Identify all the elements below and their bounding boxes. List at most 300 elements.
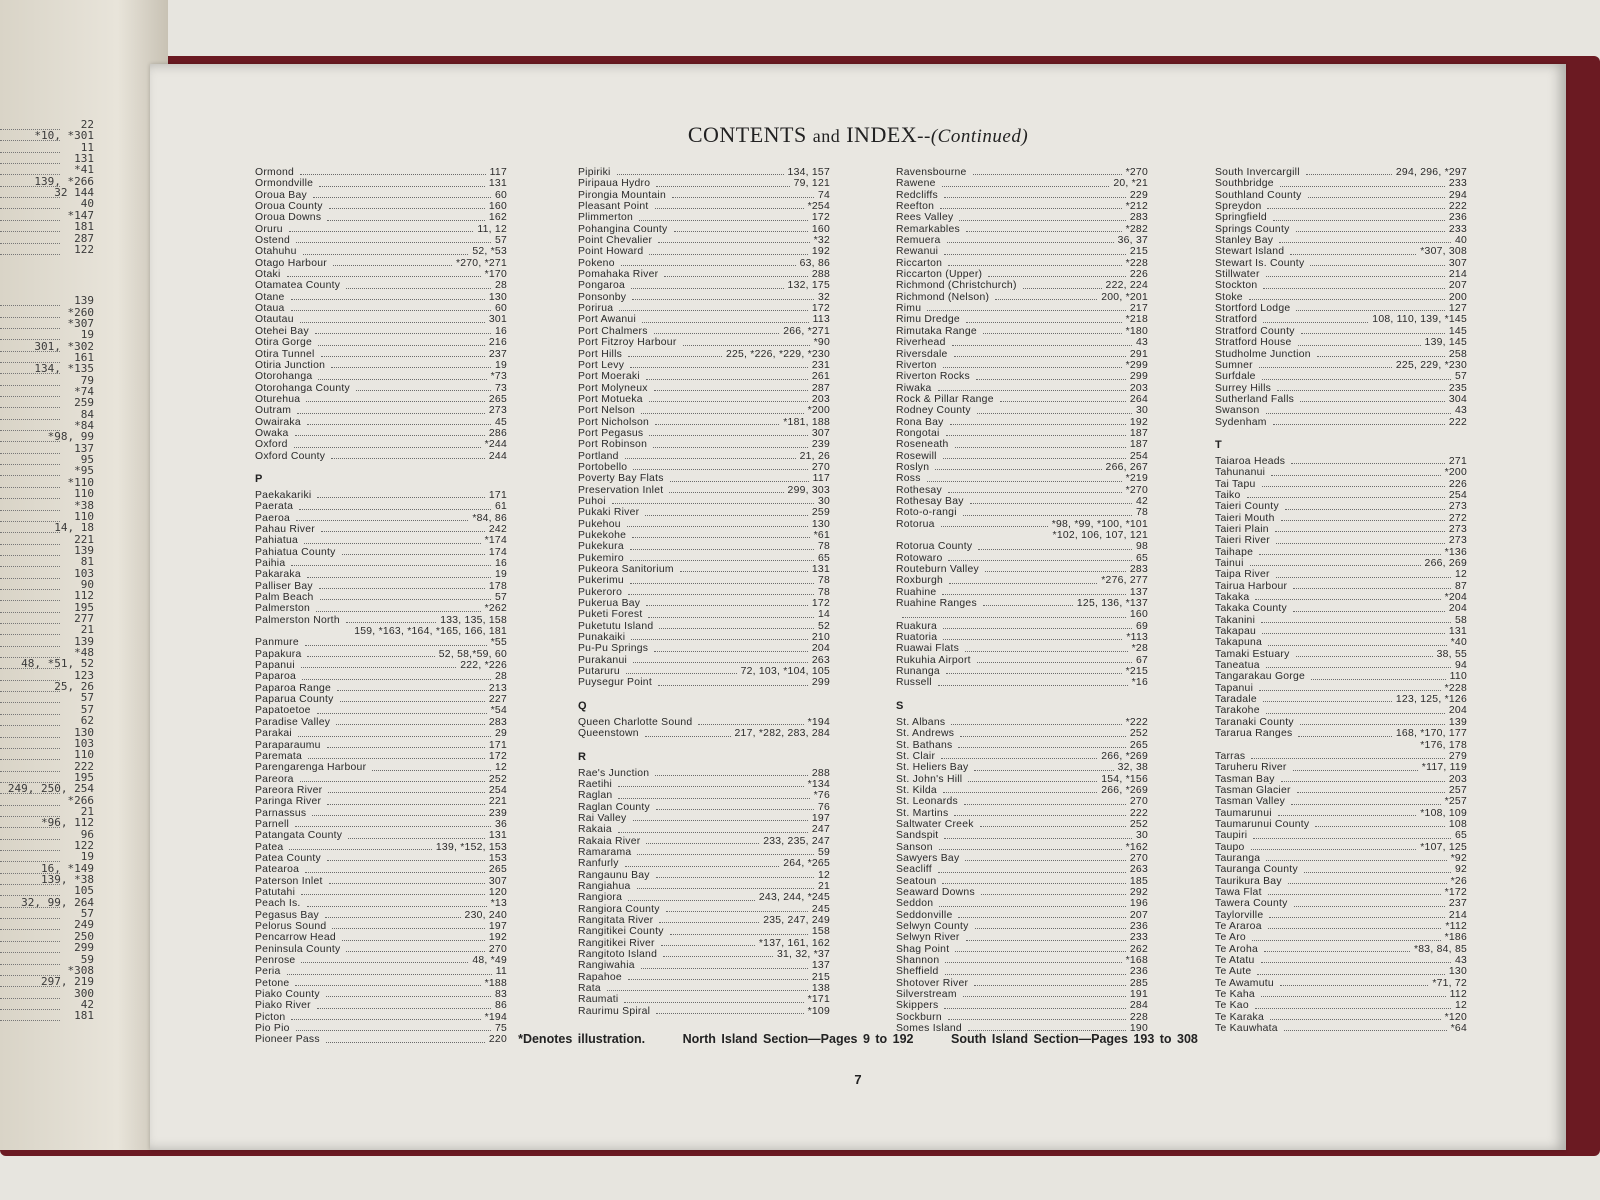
facing-page-number: *95 bbox=[74, 464, 94, 478]
index-entry bbox=[1215, 898, 1467, 909]
index-entry bbox=[896, 383, 1148, 394]
place-name: Pegasus Bay bbox=[255, 909, 319, 921]
leader-dots bbox=[952, 345, 1132, 346]
place-name: St. Bathans bbox=[896, 739, 953, 751]
leader-dots bbox=[664, 276, 808, 277]
index-entry bbox=[255, 451, 507, 462]
leader-dots bbox=[302, 679, 491, 680]
index-entry bbox=[896, 507, 1148, 518]
page-refs: 285 bbox=[1129, 977, 1148, 989]
page-refs: 262 bbox=[1129, 943, 1148, 955]
place-name: Rawene bbox=[896, 178, 936, 190]
place-name: Porirua bbox=[578, 303, 614, 315]
page-refs: 270 bbox=[1129, 796, 1148, 808]
place-name: Pukaki River bbox=[578, 507, 640, 519]
index-entry bbox=[1215, 808, 1467, 819]
index-entry bbox=[578, 564, 830, 575]
page-refs: 133, 135, 158 bbox=[440, 614, 507, 626]
place-name: Port Chalmers bbox=[578, 325, 648, 337]
leader-dots bbox=[959, 220, 1125, 221]
place-name: Otago Harbour bbox=[255, 257, 327, 269]
page-refs: 52 bbox=[817, 620, 830, 632]
index-entry bbox=[1215, 774, 1467, 785]
place-name: Taupiri bbox=[1215, 830, 1248, 842]
facing-leader-dots bbox=[0, 196, 60, 198]
place-name: Paekakariki bbox=[255, 489, 312, 501]
leader-dots bbox=[980, 826, 1126, 827]
index-entry bbox=[578, 337, 830, 348]
leader-dots bbox=[655, 424, 779, 425]
page-refs: 139, 145 bbox=[1424, 337, 1467, 349]
page-refs: 266, *269 bbox=[1101, 784, 1148, 796]
page-refs: 52, *53 bbox=[472, 246, 507, 258]
place-name: Pongaroa bbox=[578, 280, 626, 292]
place-name: Shotover River bbox=[896, 977, 969, 989]
page-refs: *219 bbox=[1125, 473, 1148, 485]
page-refs: 131 bbox=[1448, 626, 1467, 638]
page-refs: 158 bbox=[811, 926, 830, 938]
section-letter: P bbox=[255, 472, 263, 485]
place-name: Riversdale bbox=[896, 348, 948, 360]
leader-dots bbox=[966, 322, 1122, 323]
index-entry bbox=[1215, 467, 1467, 478]
leader-dots bbox=[1266, 667, 1451, 668]
facing-page-number: 123 bbox=[74, 668, 94, 682]
place-name: Riverton bbox=[896, 359, 937, 371]
facing-page-number: 81 bbox=[80, 555, 94, 569]
facing-page-number: 42 bbox=[80, 997, 94, 1011]
place-name: Rukuhia Airport bbox=[896, 654, 971, 666]
leader-dots bbox=[943, 639, 1122, 640]
place-name: Papatoetoe bbox=[255, 705, 311, 717]
leader-dots bbox=[954, 815, 1126, 816]
index-entry bbox=[1215, 371, 1467, 382]
index-entry bbox=[578, 598, 830, 609]
facing-leader-dots bbox=[0, 951, 60, 953]
place-name: Tararua Ranges bbox=[1215, 728, 1293, 740]
index-entry bbox=[1215, 853, 1467, 864]
page-refs: 235, 247, 249 bbox=[763, 914, 830, 926]
facing-leader-dots bbox=[0, 520, 60, 522]
page-refs: *176, 178 bbox=[1420, 739, 1467, 751]
facing-leader-dots bbox=[0, 554, 60, 556]
section-letter: Q bbox=[578, 699, 587, 712]
leader-dots bbox=[1275, 531, 1445, 532]
index-entry bbox=[1215, 921, 1467, 932]
index-entry bbox=[896, 473, 1148, 484]
page-refs: 235 bbox=[1448, 382, 1467, 394]
index-entry bbox=[896, 587, 1148, 598]
place-name: Taieri Mouth bbox=[1215, 512, 1275, 524]
leader-dots bbox=[1263, 288, 1444, 289]
leader-dots bbox=[618, 798, 809, 799]
place-name: Otahuhu bbox=[255, 246, 297, 258]
leader-dots bbox=[649, 254, 808, 255]
page-refs: *270 bbox=[1125, 167, 1148, 178]
index-entry bbox=[578, 439, 830, 450]
leader-dots bbox=[304, 543, 481, 544]
leader-dots bbox=[633, 662, 808, 663]
index-entry bbox=[578, 949, 830, 960]
place-name: Taihape bbox=[1215, 546, 1254, 558]
index-entry bbox=[255, 501, 507, 512]
index-entry bbox=[255, 513, 507, 524]
index-entry bbox=[255, 428, 507, 439]
page-refs: *107, 125 bbox=[1420, 841, 1467, 853]
index-entry bbox=[578, 178, 830, 189]
leader-dots bbox=[1276, 543, 1445, 544]
facing-page-number: 137 bbox=[74, 441, 94, 455]
page-refs: 237 bbox=[1448, 898, 1467, 910]
place-name: Sawyers Bay bbox=[896, 852, 960, 864]
index-entry bbox=[896, 944, 1148, 955]
index-entry bbox=[578, 553, 830, 564]
leader-dots bbox=[287, 276, 481, 277]
index-entry bbox=[255, 671, 507, 682]
page-refs: 12 bbox=[494, 762, 507, 774]
page-refs: 117 bbox=[812, 473, 830, 485]
section-letter: T bbox=[1215, 438, 1222, 451]
leader-dots bbox=[944, 1008, 1125, 1009]
page-refs: *71, 72 bbox=[1432, 977, 1467, 989]
page-refs: 307 bbox=[1448, 257, 1467, 269]
facing-leader-dots bbox=[0, 713, 60, 715]
index-column-4 bbox=[1215, 167, 1467, 1034]
page-refs: *244 bbox=[484, 439, 507, 451]
page-refs: *282 bbox=[1125, 223, 1148, 235]
place-name: Taumarunui County bbox=[1215, 818, 1310, 830]
leader-dots bbox=[307, 424, 491, 425]
index-entry bbox=[1215, 966, 1467, 977]
leader-dots bbox=[625, 458, 796, 459]
index-entry bbox=[1215, 683, 1467, 694]
index-entry bbox=[578, 246, 830, 257]
page-refs: *109 bbox=[807, 1005, 830, 1017]
leader-dots bbox=[995, 299, 1097, 300]
leader-dots bbox=[1263, 701, 1392, 702]
index-entry bbox=[1215, 360, 1467, 371]
page-refs: 131 bbox=[811, 564, 830, 576]
place-name: Patea bbox=[255, 841, 284, 853]
leader-dots bbox=[1250, 565, 1421, 566]
page-refs: *26 bbox=[1450, 875, 1467, 887]
place-name: Paradise Valley bbox=[255, 716, 331, 728]
page-refs: 137 bbox=[1129, 586, 1148, 598]
place-name: Queenstown bbox=[578, 728, 639, 740]
place-name: Pomahaka River bbox=[578, 269, 659, 281]
index-entry bbox=[1215, 383, 1467, 394]
leader-dots bbox=[938, 872, 1126, 873]
index-entry bbox=[1215, 1000, 1467, 1011]
place-name: St. Heliers Bay bbox=[896, 762, 969, 774]
leader-dots bbox=[683, 345, 810, 346]
page-refs: 263 bbox=[811, 654, 830, 666]
place-name: Stratford County bbox=[1215, 325, 1295, 337]
page-refs: 11 bbox=[495, 966, 507, 978]
page-refs: 138 bbox=[811, 983, 830, 995]
leader-dots bbox=[332, 928, 484, 929]
index-entry bbox=[1215, 201, 1467, 212]
place-name: Tairua Harbour bbox=[1215, 580, 1288, 592]
place-name: Port Moeraki bbox=[578, 371, 640, 383]
facing-leader-dots bbox=[0, 185, 60, 187]
facing-page-number: 59 bbox=[80, 952, 94, 966]
leader-dots bbox=[1269, 917, 1445, 918]
page-refs: 236 bbox=[1448, 212, 1467, 224]
page-refs: 28 bbox=[494, 671, 507, 683]
index-entry bbox=[578, 870, 830, 881]
page-refs: 273 bbox=[1448, 523, 1467, 535]
leader-dots bbox=[680, 571, 808, 572]
page-refs: 294 bbox=[1448, 189, 1467, 201]
place-name: Pelorus Sound bbox=[255, 921, 327, 932]
facing-leader-dots bbox=[0, 679, 60, 681]
leader-dots bbox=[1296, 231, 1445, 232]
index-entry bbox=[1215, 246, 1467, 257]
facing-page-number: 301, *302 bbox=[34, 339, 94, 353]
place-name: Otautau bbox=[255, 314, 294, 326]
leader-dots bbox=[1279, 242, 1451, 243]
leader-dots bbox=[619, 310, 808, 311]
place-name: Raumati bbox=[578, 994, 619, 1006]
page-refs: 130 bbox=[811, 518, 830, 530]
leader-dots bbox=[295, 826, 491, 827]
place-name: Southland County bbox=[1215, 189, 1302, 201]
facing-page-number: *10, *301 bbox=[34, 129, 94, 143]
leader-dots bbox=[301, 894, 485, 895]
index-entry bbox=[896, 717, 1148, 728]
index-entry bbox=[255, 649, 507, 660]
page-refs: 228 bbox=[1129, 1011, 1148, 1023]
facing-page-number: *41 bbox=[74, 163, 94, 177]
leader-dots bbox=[1262, 379, 1451, 380]
place-name: Remarkables bbox=[896, 223, 960, 235]
index-entry bbox=[896, 632, 1148, 643]
place-name: Parnell bbox=[255, 818, 290, 830]
leader-dots bbox=[289, 849, 431, 850]
leader-dots bbox=[938, 390, 1126, 391]
index-entry bbox=[578, 892, 830, 903]
leader-dots bbox=[1255, 1008, 1451, 1009]
facing-leader-dots bbox=[0, 219, 60, 221]
index-entry bbox=[255, 269, 507, 280]
page-refs: 137 bbox=[811, 960, 830, 972]
place-name: Puketi Forest bbox=[578, 609, 643, 621]
page-refs: 30 bbox=[1135, 830, 1148, 842]
index-entry bbox=[255, 167, 507, 178]
place-name: Riccarton bbox=[896, 257, 943, 269]
page-refs: 304 bbox=[1448, 393, 1467, 405]
facing-leader-dots bbox=[0, 917, 60, 919]
page-refs: 225, *226, *229, *230 bbox=[725, 348, 830, 360]
leader-dots bbox=[631, 639, 808, 640]
leader-dots bbox=[1298, 736, 1391, 737]
index-entry bbox=[255, 201, 507, 212]
facing-page-number: 11 bbox=[80, 140, 94, 154]
index-entry bbox=[578, 666, 830, 677]
leader-dots bbox=[674, 231, 808, 232]
page-refs: 222, *226 bbox=[460, 660, 507, 672]
place-name: Rangitikei County bbox=[578, 926, 664, 938]
index-entry bbox=[1215, 785, 1467, 796]
index-entry bbox=[255, 178, 507, 189]
place-name: Tarras bbox=[1215, 750, 1246, 762]
place-name: Tasman Valley bbox=[1215, 796, 1286, 808]
leader-dots bbox=[317, 497, 484, 498]
leader-dots bbox=[1023, 288, 1102, 289]
leader-dots bbox=[299, 509, 491, 510]
title-and: and bbox=[812, 126, 841, 146]
page-refs: 171 bbox=[488, 739, 507, 751]
leader-dots bbox=[372, 770, 491, 771]
place-name: Rangiahua bbox=[578, 880, 631, 892]
place-name: Puhoi bbox=[578, 495, 606, 507]
page-refs: *28 bbox=[1131, 643, 1148, 655]
index-entry bbox=[578, 994, 830, 1005]
index-entry bbox=[1215, 751, 1467, 762]
leader-dots bbox=[966, 231, 1122, 232]
page-refs: 225, 229, *230 bbox=[1395, 359, 1467, 371]
page-refs: *136 bbox=[1444, 546, 1467, 558]
index-entry bbox=[578, 904, 830, 915]
page-refs: *162 bbox=[1125, 841, 1148, 853]
page-refs: 265 bbox=[488, 393, 507, 405]
place-name: Sockburn bbox=[896, 1011, 942, 1023]
leader-dots bbox=[291, 1019, 480, 1020]
index-entry bbox=[255, 581, 507, 592]
leader-dots bbox=[321, 356, 485, 357]
page-refs: *204 bbox=[1444, 592, 1467, 604]
index-entry bbox=[255, 490, 507, 501]
place-name: Rai Valley bbox=[578, 812, 627, 824]
page-refs: *222 bbox=[1125, 716, 1148, 728]
place-name: Routeburn Valley bbox=[896, 564, 979, 576]
place-name: Te Karaka bbox=[1215, 1011, 1265, 1023]
leader-dots bbox=[333, 265, 452, 266]
leader-dots bbox=[1304, 872, 1451, 873]
place-name: Richmond (Nelson) bbox=[896, 291, 990, 303]
page-refs: 153 bbox=[488, 852, 507, 864]
leader-dots bbox=[612, 503, 814, 504]
index-entry bbox=[1215, 649, 1467, 660]
place-name: Studholme Junction bbox=[1215, 348, 1311, 360]
leader-dots bbox=[307, 656, 434, 657]
page-refs: 220 bbox=[488, 1034, 507, 1046]
leader-dots bbox=[1298, 345, 1421, 346]
page-refs: 196 bbox=[1129, 898, 1148, 910]
leader-dots bbox=[1300, 724, 1445, 725]
index-entry bbox=[896, 887, 1148, 898]
leader-dots bbox=[312, 815, 485, 816]
leader-dots bbox=[645, 515, 808, 516]
page-refs: 30 bbox=[817, 495, 830, 507]
page-refs: 52, 58,*59, 60 bbox=[438, 648, 507, 660]
page-refs: *254 bbox=[807, 201, 830, 213]
page-refs: 299, 303 bbox=[787, 484, 830, 496]
place-name: Rongotai bbox=[896, 427, 940, 439]
leader-dots bbox=[631, 288, 783, 289]
leader-dots bbox=[941, 758, 1097, 759]
place-name: Pakaraka bbox=[255, 569, 301, 581]
index-entry bbox=[1215, 501, 1467, 512]
place-name: Rangiora bbox=[578, 892, 623, 904]
leader-dots bbox=[942, 594, 1125, 595]
leader-dots bbox=[1267, 208, 1444, 209]
leader-dots bbox=[939, 849, 1122, 850]
leader-dots bbox=[307, 577, 491, 578]
facing-leader-dots bbox=[0, 940, 60, 942]
facing-page-number: 259 bbox=[74, 396, 94, 410]
index-entry bbox=[255, 921, 507, 932]
page-refs: *108, 109 bbox=[1420, 807, 1467, 819]
place-name: Pareora River bbox=[255, 784, 323, 796]
page-refs: 222 bbox=[1448, 416, 1467, 428]
index-entry bbox=[1215, 524, 1467, 535]
index-entry bbox=[896, 235, 1148, 246]
index-entry bbox=[578, 349, 830, 360]
place-name: Rothesay Bay bbox=[896, 495, 964, 507]
index-entry bbox=[578, 972, 830, 983]
index-entry bbox=[255, 280, 507, 291]
place-name: Taruheru River bbox=[1215, 762, 1287, 774]
facing-leader-dots bbox=[0, 883, 60, 885]
leader-dots bbox=[1266, 713, 1445, 714]
index-entry bbox=[896, 643, 1148, 654]
place-name: Surfdale bbox=[1215, 371, 1256, 383]
leader-dots bbox=[327, 220, 485, 221]
page-refs: *55 bbox=[490, 637, 507, 649]
leader-dots bbox=[943, 792, 1097, 793]
facing-page-number: 84 bbox=[80, 407, 94, 421]
page-refs: *83, 84, 85 bbox=[1413, 943, 1467, 955]
page-refs: 187 bbox=[1129, 427, 1148, 439]
facing-leader-dots bbox=[0, 611, 60, 613]
index-entry bbox=[1215, 479, 1467, 490]
facing-leader-dots bbox=[0, 622, 60, 624]
index-entry bbox=[896, 371, 1148, 382]
page-refs: *276, 277 bbox=[1101, 575, 1148, 587]
leader-dots bbox=[301, 962, 468, 963]
leader-dots bbox=[315, 333, 491, 334]
page-refs: 185 bbox=[1129, 875, 1148, 887]
place-name: Preservation Inlet bbox=[578, 484, 664, 496]
page-refs: 204 bbox=[1448, 705, 1467, 717]
index-entry bbox=[255, 694, 507, 705]
facing-page-number: *48 bbox=[74, 646, 94, 660]
index-entry bbox=[1215, 842, 1467, 853]
page-refs: 78 bbox=[817, 541, 830, 553]
facing-leader-dots bbox=[0, 701, 60, 703]
page-refs: 270 bbox=[1129, 852, 1148, 864]
page-refs: *180 bbox=[1125, 325, 1148, 337]
index-entry bbox=[1215, 626, 1467, 637]
place-name: Paringa River bbox=[255, 796, 322, 808]
place-name: Raglan County bbox=[578, 801, 650, 813]
index-entry bbox=[255, 603, 507, 614]
facing-leader-dots bbox=[0, 418, 60, 420]
page-refs: 59 bbox=[817, 846, 830, 858]
leader-dots bbox=[648, 617, 813, 618]
leader-dots bbox=[607, 990, 808, 991]
leader-dots bbox=[654, 333, 780, 334]
leader-dots bbox=[630, 583, 814, 584]
page-refs: 257 bbox=[1448, 784, 1467, 796]
facing-leader-dots bbox=[0, 509, 60, 511]
page-refs: 237 bbox=[488, 348, 507, 360]
page-refs: *61 bbox=[813, 530, 830, 541]
facing-page-number: 250 bbox=[74, 929, 94, 943]
index-entry bbox=[896, 224, 1148, 235]
